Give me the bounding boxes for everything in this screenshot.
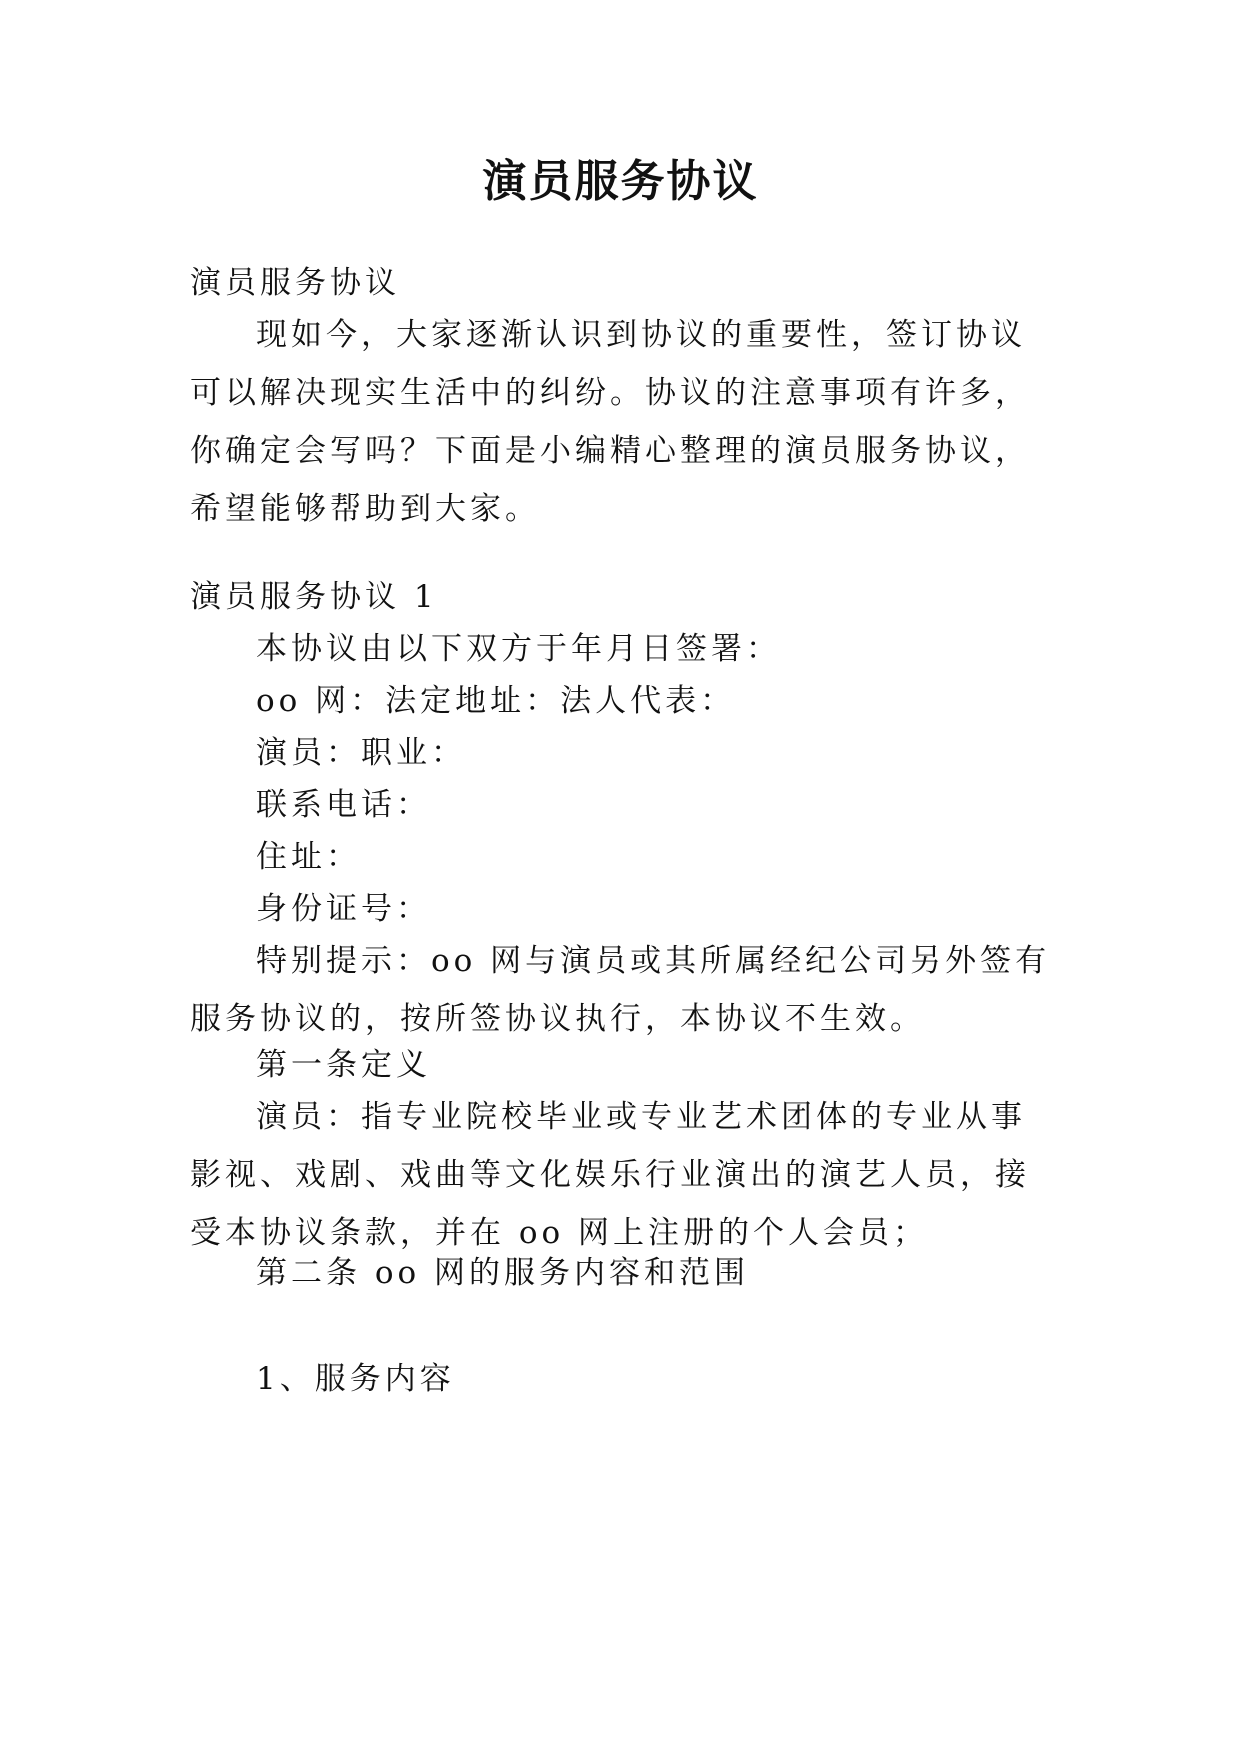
phone-line: 联系电话： [256,787,431,823]
party-a-line: oo 网：法定地址：法人代表： [256,683,736,719]
item-1-line: 1、服务内容 [256,1361,455,1397]
article-1-title: 第一条定义 [256,1047,431,1083]
section-heading: 演员服务协议 [190,265,400,301]
special-notice-text: 特别提示：oo 网与演员或其所属经纪公司另外签有服务协议的，按所签协议执行，本协议不生效。 [190,943,1051,1037]
article-2-title: 第二条 oo 网的服务内容和范围 [256,1255,750,1291]
id-number-line: 身份证号： [256,891,431,927]
agreement-heading: 演员服务协议 1 [190,579,438,615]
special-notice-paragraph [190,932,1060,1048]
party-b-line: 演员：职业： [256,735,466,771]
intro-text: 现如今，大家逐渐认识到协议的重要性，签订协议可以解决现实生活中的纠纷。协议的注意事项有许多，你确定会写吗？下面是小编精心整理的演员服务协议，希望能够帮助到大家。 [190,317,1030,527]
document-title: 演员服务协议 [482,156,759,207]
article-1-paragraph [190,1088,1060,1262]
signing-line: 本协议由以下双方于年月日签署： [256,631,781,667]
intro-paragraph [190,306,1060,538]
address-line: 住址： [256,839,361,875]
article-1-text: 演员：指专业院校毕业或专业艺术团体的专业从事影视、戏剧、戏曲等文化娱乐行业演出的演艺人员，接受本协议条款，并在 oo 网上注册的个人会员； [190,1099,1030,1251]
